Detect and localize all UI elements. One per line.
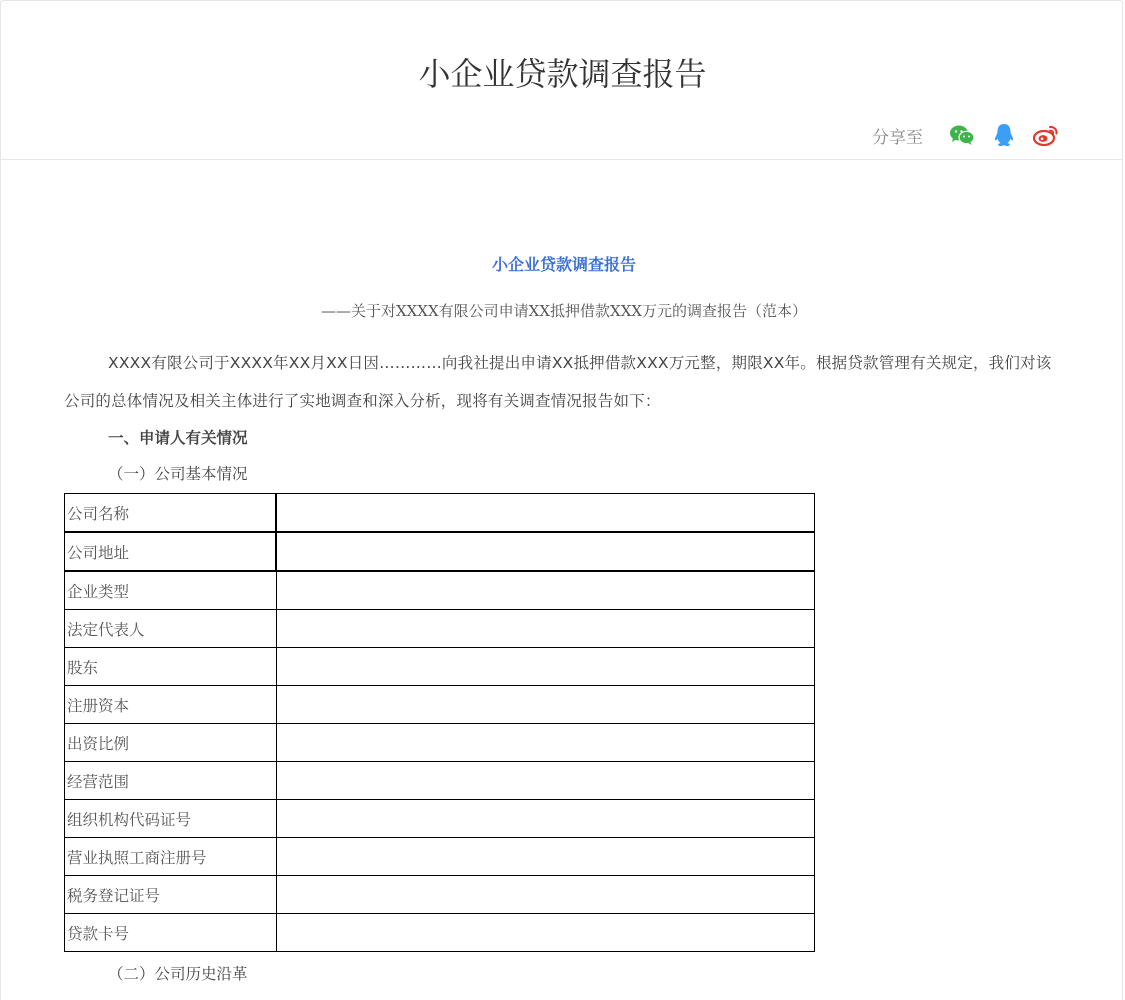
table-label-cell: 出资比例	[65, 724, 277, 762]
table-label-cell: 营业执照工商注册号	[65, 838, 277, 876]
table-value-cell	[276, 876, 815, 914]
document-subtitle: ——关于对XXXX有限公司申请XX抵押借款XXX万元的调查报告（范本）	[320, 302, 808, 320]
company-info-table	[64, 493, 815, 952]
table-label-cell: 税务登记证号	[65, 876, 277, 914]
table-label-cell: 经营范围	[65, 762, 277, 800]
table-label-cell: 公司地址	[65, 532, 277, 571]
table-value-cell	[276, 686, 815, 724]
weibo-icon	[1033, 124, 1059, 146]
share-wechat-button[interactable]	[947, 120, 977, 150]
subsection-heading-basic-info: （一）公司基本情况	[108, 465, 248, 483]
table-row	[65, 876, 815, 914]
table-row	[65, 610, 815, 648]
article-content	[64, 248, 1064, 992]
table-label-cell: 组织机构代码证号	[65, 800, 277, 838]
table-row	[65, 571, 815, 610]
table-value-cell	[276, 532, 815, 571]
page-header	[0, 0, 1123, 160]
table-row	[65, 494, 815, 533]
table-value-cell	[276, 914, 815, 952]
page-title: 小企业贷款调查报告	[418, 55, 707, 93]
section-heading-applicant: 一、申请人有关情况	[108, 429, 248, 447]
wechat-icon	[949, 124, 975, 146]
table-row	[65, 686, 815, 724]
table-row	[65, 800, 815, 838]
table-row	[65, 762, 815, 800]
table-value-cell	[276, 610, 815, 648]
intro-paragraph: XXXX有限公司于XXXX年XX月XX日因…………向我社提出申请XX抵押借款XXX万元整，期限XX年。根据贷款管理有关规定，我们对该公司的总体情况及相关主体进行了实地调查和深入分析，现将有关调查情况报告如下：	[64, 354, 1052, 410]
table-label-cell: 企业类型	[65, 571, 277, 610]
table-value-cell	[276, 762, 815, 800]
table-value-cell	[276, 571, 815, 610]
table-value-cell	[276, 494, 815, 533]
table-value-cell	[276, 838, 815, 876]
document-title: 小企业贷款调查报告	[491, 255, 636, 274]
table-value-cell	[276, 800, 815, 838]
table-label-cell: 股东	[65, 648, 277, 686]
share-weibo-button[interactable]	[1031, 120, 1061, 150]
table-value-cell	[276, 648, 815, 686]
table-row	[65, 532, 815, 571]
share-label: 分享至	[872, 127, 923, 148]
table-label-cell: 注册资本	[65, 686, 277, 724]
table-value-cell	[276, 724, 815, 762]
share-bar	[872, 118, 1061, 152]
table-label-cell: 公司名称	[65, 494, 277, 533]
table-row	[65, 724, 815, 762]
table-row	[65, 914, 815, 952]
table-row	[65, 838, 815, 876]
table-label-cell: 法定代表人	[65, 610, 277, 648]
table-label-cell: 贷款卡号	[65, 914, 277, 952]
qq-icon	[993, 123, 1015, 147]
table-row	[65, 648, 815, 686]
share-qq-button[interactable]	[989, 120, 1019, 150]
subsection-heading-history: （二）公司历史沿革	[108, 965, 248, 983]
